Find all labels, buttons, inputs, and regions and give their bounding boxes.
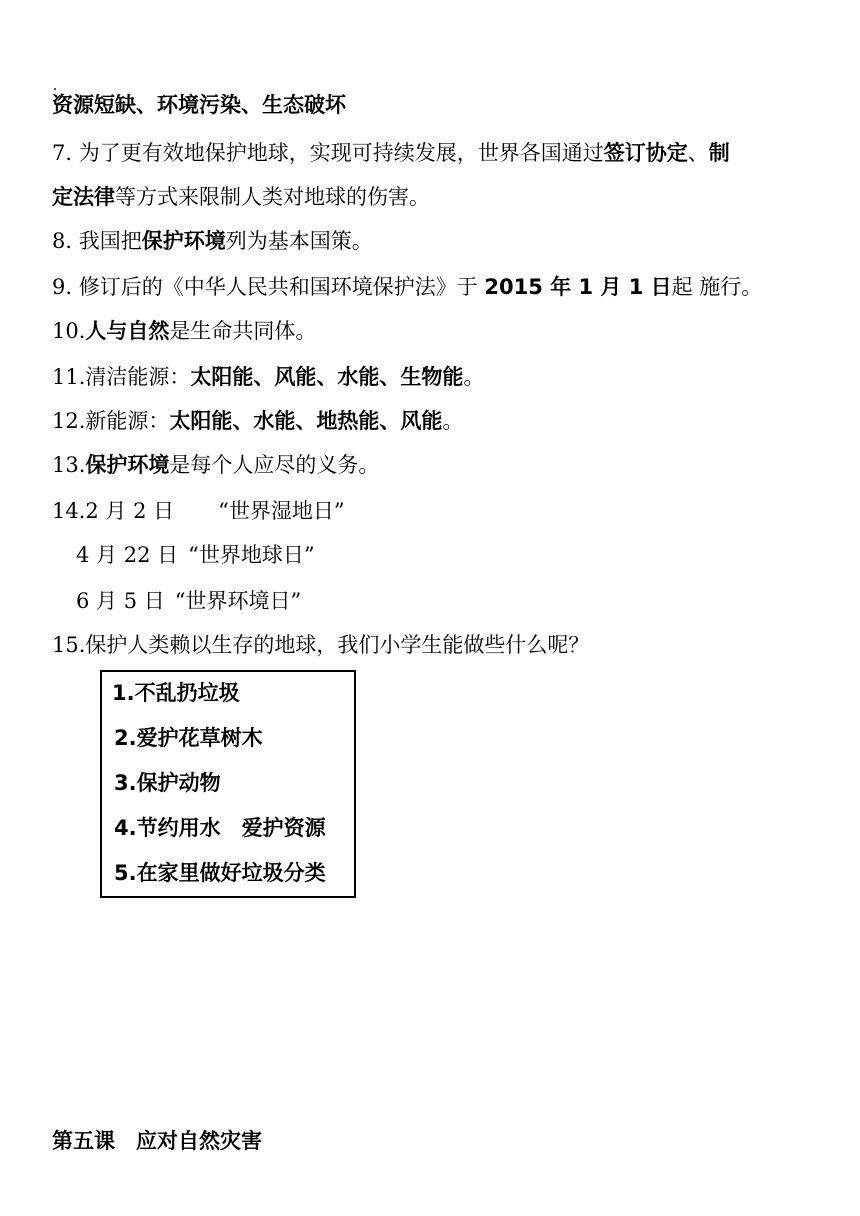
item-7-line-1: 7. 为了更有效地保护地球，实现可持续发展，世界各国通过签订协定、制 (52, 141, 730, 165)
item-14-line-2: 4 月 22 日 “世界地球日” (76, 543, 315, 567)
item-15: 15.保护人类赖以生存的地球，我们小学生能做些什么呢？ (52, 633, 590, 657)
box-item-4: 4.节约用水 爱护资源 (114, 816, 326, 840)
box-item-5: 5.在家里做好垃圾分类 (114, 861, 326, 885)
answer-box (100, 670, 356, 898)
item-11: 11.清洁能源：太阳能、风能、水能、生物能。 (52, 365, 485, 389)
answer-line-6: 资源短缺、环境污染、生态破坏 (52, 93, 346, 117)
box-item-2: 2.爱护花草树木 (114, 726, 263, 750)
item-10: 10.人与自然是生命共同体。 (52, 319, 317, 343)
lesson-title: 第五课 应对自然灾害 (52, 1129, 262, 1153)
item-14-line-1: 14.2 月 2 日 “世界湿地日” (52, 499, 345, 523)
item-9: 9. 修订后的《中华人民共和国环境保护法》于 2015 年 1 月 1 日起 施行。 (52, 275, 763, 299)
item-7-line-2: 定法律等方式来限制人类对地球的伤害。 (52, 185, 430, 209)
item-14-line-3: 6 月 5 日 “世界环境日” (76, 589, 302, 613)
box-item-3: 3.保护动物 (114, 771, 221, 795)
item-13: 13.保护环境是每个人应尽的义务。 (52, 453, 380, 477)
item-12: 12.新能源：太阳能、水能、地热能、风能。 (52, 409, 464, 433)
box-item-1: 1.不乱扔垃圾 (112, 681, 240, 705)
item-8: 8. 我国把保护环境列为基本国策。 (52, 229, 373, 253)
